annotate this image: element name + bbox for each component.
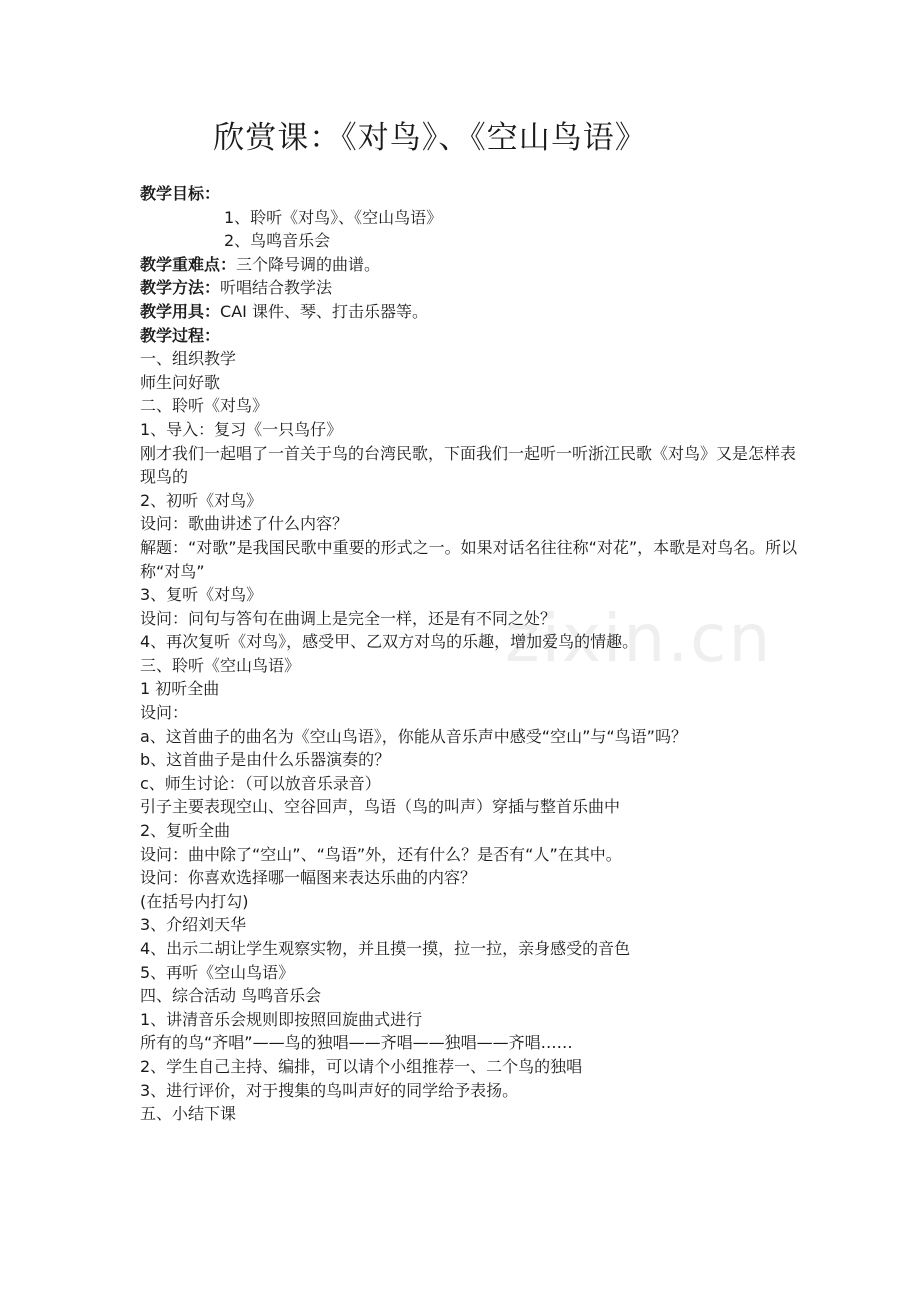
text-line: 设问：曲中除了“空山”、“鸟语”外，还有什么？是否有“人”在其中。: [140, 844, 622, 864]
text-line: b、这首曲子是由什么乐器演奏的？: [140, 750, 391, 770]
text-line: 3、介绍刘天华: [140, 915, 247, 935]
method-label: 教学方法：: [140, 278, 221, 298]
text-line: 4、再次复听《对鸟》，感受甲、乙双方对鸟的乐趣，增加爱鸟的情趣。: [140, 632, 639, 652]
text-line: 2、初听《对鸟》: [140, 490, 263, 510]
text-line: 设问：: [140, 703, 189, 723]
text-line: 设问：问句与答句在曲调上是完全一样，还是有不同之处？: [140, 608, 557, 628]
text-line: (在括号内打勾): [140, 891, 249, 911]
tools-row: [140, 300, 800, 324]
text-line: 1、讲清音乐会规则即按照回旋曲式进行: [140, 1009, 423, 1029]
text-line: 2、学生自己主持、编排，可以请个小组推荐一、二个鸟的独唱: [140, 1056, 583, 1076]
text-line: 所有的鸟“齐唱”——鸟的独唱——齐唱——独唱——齐唱……: [140, 1033, 573, 1053]
tools-label: 教学用具：: [140, 301, 221, 321]
method-text: 听唱结合教学法: [220, 278, 333, 298]
page-title: 欣赏课：《对鸟》、《空山鸟语》: [213, 120, 647, 156]
text-line: 3、进行评价，对于搜集的鸟叫声好的同学给予表扬。: [140, 1080, 519, 1100]
document-body: [140, 182, 800, 1126]
keypoint-text: 三个降号调的曲谱。: [236, 254, 381, 274]
text-line: 师生问好歌: [140, 372, 221, 392]
section-heading: 一、组织教学: [140, 349, 237, 369]
paragraph: 刚才我们一起唱了一首关于鸟的台湾民歌，下面我们一起听一听浙江民歌《对鸟》又是怎样表现鸟的: [140, 443, 797, 487]
goal-item: 2、鸟鸣音乐会: [224, 231, 331, 251]
process-heading: 教学过程：: [140, 325, 221, 345]
text-line: 1、导入：复习《一只鸟仔》: [140, 419, 343, 439]
text-line: c、师生讨论：（可以放音乐录音）: [140, 773, 381, 793]
watermark: zixin.cn: [505, 600, 773, 677]
text-line: 4、出示二胡让学生观察实物，并且摸一摸，拉一拉，亲身感受的音色: [140, 939, 631, 958]
keypoint-label: 教学重难点：: [140, 254, 237, 274]
text-line: a、这首曲子的曲名为《空山鸟语》，你能从音乐声中感受“空山”与“鸟语”吗？: [140, 726, 687, 746]
paragraph: 解题：“对歌”是我国民歌中重要的形式之一。如果对话名往往称“对花”，本歌是对鸟名。所以称“对鸟”: [140, 537, 798, 581]
section-heading: 四、综合活动 鸟鸣音乐会: [140, 986, 322, 1006]
text-line: 1 初听全曲: [140, 679, 220, 699]
text-line: 3、复听《对鸟》: [140, 585, 263, 605]
text-line: 引子主要表现空山、空谷回声，鸟语（鸟的叫声）穿插与整首乐曲中: [140, 797, 621, 817]
tools-text: CAI 课件、琴、打击乐器等。: [220, 301, 428, 321]
section-heading: 五、小结下课: [140, 1104, 237, 1124]
text-line: 设问：你喜欢选择哪一幅图来表达乐曲的内容？: [140, 868, 477, 888]
goals-heading: 教学目标：: [140, 184, 221, 203]
text-line: 设问：歌曲讲述了什么内容？: [140, 514, 349, 534]
keypoint-row: [140, 253, 800, 277]
goal-item: 1、聆听《对鸟》、《空山鸟语》: [224, 207, 443, 227]
text-line: 5、再听《空山鸟语》: [140, 962, 295, 982]
method-row: [140, 276, 800, 300]
text-line: 2、复听全曲: [140, 821, 231, 841]
section-heading: 三、聆听《空山鸟语》: [140, 655, 301, 675]
section-heading: 二、聆听《对鸟》: [140, 396, 269, 416]
